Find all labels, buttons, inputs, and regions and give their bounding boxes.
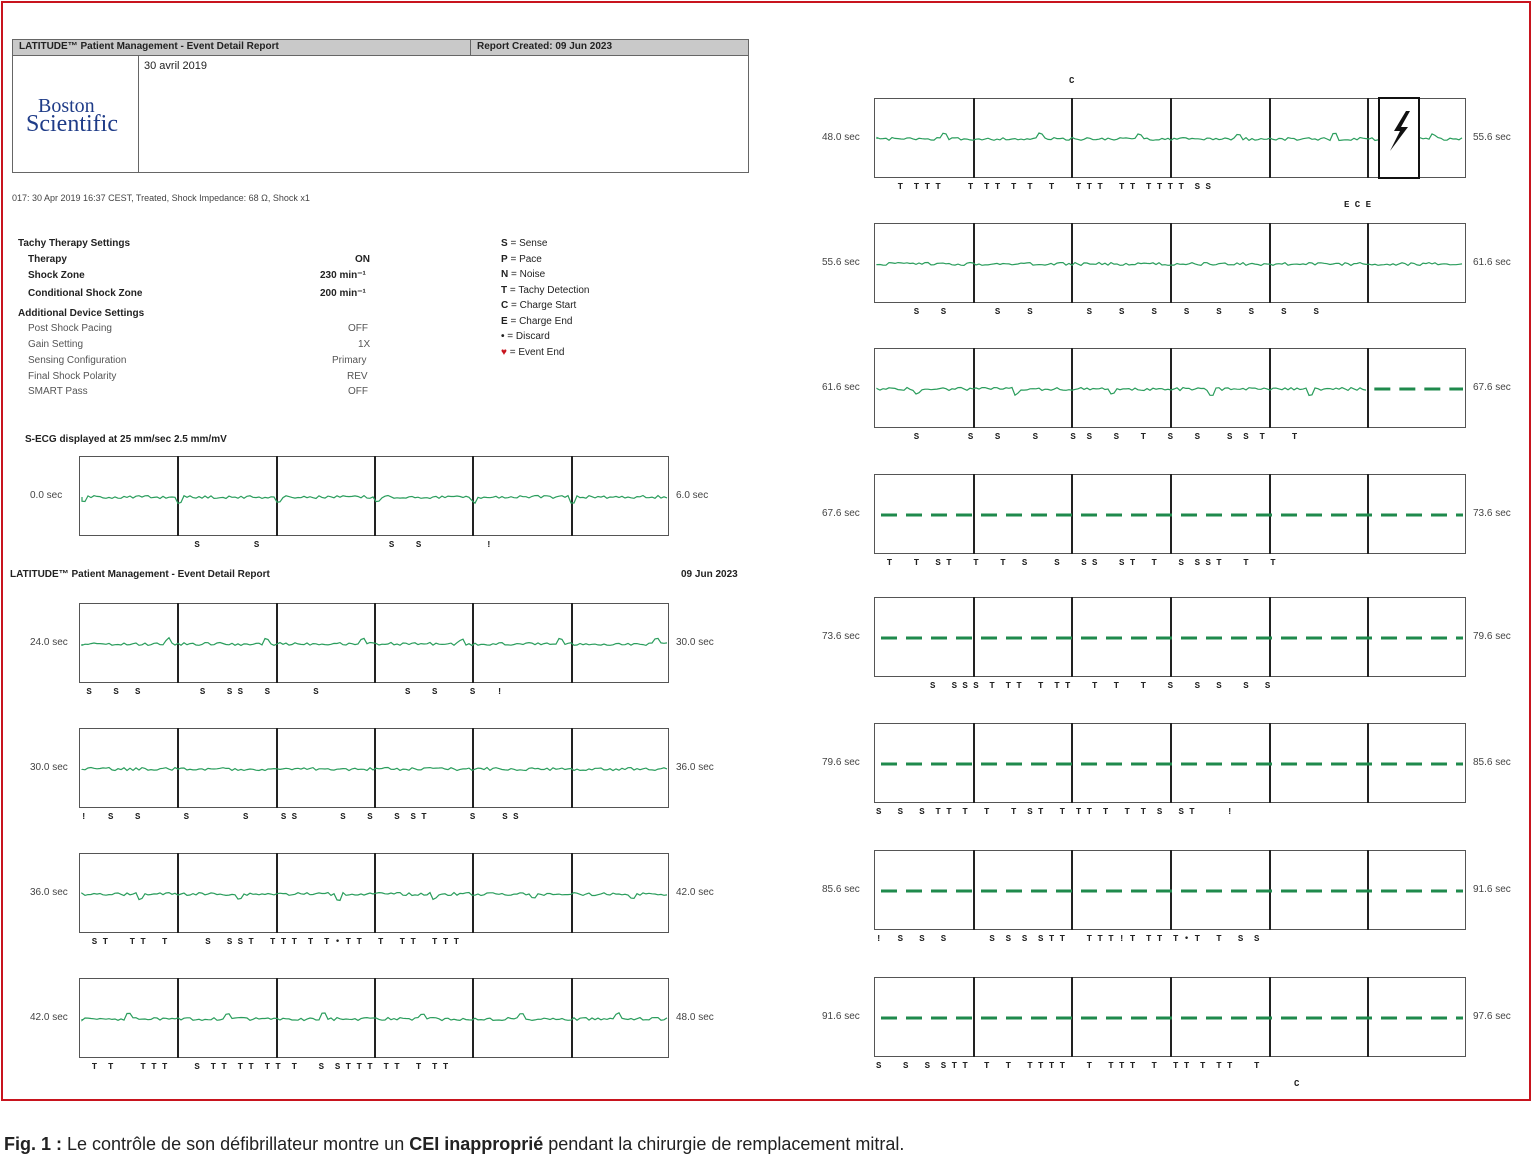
- legend-item: [501, 238, 547, 249]
- ecg-trace-svg: [875, 851, 1467, 931]
- legend-text: = Noise: [508, 269, 546, 280]
- ecg-strip: [874, 850, 1466, 930]
- second-page-title: LATITUDE™ Patient Management - Event Detail Report: [10, 569, 270, 580]
- shock-delivered-marker: [1378, 97, 1420, 179]
- additional-label: Gain Setting: [28, 339, 84, 350]
- strip-markers: ! S S S S S S S S S S T S S S: [81, 812, 519, 822]
- ecg-trace: [82, 496, 667, 504]
- strip-end-time: 36.0 sec: [676, 762, 714, 773]
- strip-start-time: 36.0 sec: [30, 887, 68, 898]
- figure-caption: [4, 1134, 904, 1155]
- ecg-trace-svg: [80, 457, 670, 537]
- ecg-trace-svg: [875, 598, 1467, 678]
- ecg-trace-svg: [875, 349, 1467, 429]
- tachy-label: Shock Zone: [28, 270, 85, 281]
- logo-line2: Scientific: [26, 111, 118, 137]
- legend-key: E: [501, 315, 508, 327]
- additional-label: Sensing Configuration: [28, 355, 127, 366]
- ecg-strip: [79, 603, 669, 683]
- strip-start-time: 73.6 sec: [822, 631, 860, 642]
- legend-text: = Discard: [504, 331, 550, 342]
- strip-start-time: 48.0 sec: [822, 132, 860, 143]
- additional-label: Post Shock Pacing: [28, 323, 112, 334]
- strip-end-time: 85.6 sec: [1473, 757, 1511, 768]
- strip-markers: S S S S T T T T T T T T T T T T T T T T T T T: [876, 1061, 1260, 1071]
- report-header-bar: [12, 39, 749, 56]
- ecg-strip: [79, 728, 669, 808]
- strip-start-time: 0.0 sec: [30, 490, 63, 501]
- second-page-date: 09 Jun 2023: [681, 569, 738, 580]
- strip-start-time: 67.6 sec: [822, 508, 860, 519]
- ecg-strip: [874, 348, 1466, 428]
- tachy-value: 230 min⁻¹: [320, 270, 366, 281]
- ecg-trace-svg: [80, 979, 670, 1059]
- lightning-bolt-shape: [1390, 111, 1410, 151]
- ecg-trace: [877, 388, 1366, 396]
- additional-value: OFF: [348, 386, 368, 397]
- tachy-value: 200 min⁻¹: [320, 288, 366, 299]
- legend-key: C: [501, 300, 509, 311]
- strip-end-time: 6.0 sec: [676, 490, 709, 501]
- ecg-trace-svg: [80, 729, 670, 809]
- ecg-trace: [82, 638, 667, 646]
- ecg-strip: [79, 853, 669, 933]
- strip-end-time: 30.0 sec: [676, 637, 714, 648]
- strip-end-time: 79.6 sec: [1473, 631, 1511, 642]
- strip-end-time: 67.6 sec: [1473, 382, 1511, 393]
- strip-start-time: 42.0 sec: [30, 1012, 68, 1023]
- legend-key: N: [501, 269, 509, 280]
- legend-key: ♥: [501, 346, 507, 358]
- report-title: LATITUDE™ Patient Management - Event Detail Report: [13, 40, 471, 55]
- tachy-label: Conditional Shock Zone: [28, 288, 143, 299]
- additional-value: 1X: [358, 339, 371, 350]
- legend-item: [501, 316, 572, 327]
- ecg-trace: [877, 263, 1462, 266]
- strip-markers: T T T T T T T T T T T T T T T T T T T S S: [876, 182, 1211, 192]
- ecg-trace: [82, 893, 667, 901]
- additional-label: Final Shock Polarity: [28, 371, 117, 382]
- legend-text: = Charge Start: [508, 300, 577, 311]
- caption-prefix: Fig. 1 :: [4, 1134, 62, 1154]
- additional-label: SMART Pass: [28, 386, 88, 397]
- ecg-strip: [79, 978, 669, 1058]
- tachy-heading: Tachy Therapy Settings: [18, 238, 131, 249]
- strip-top-marker: C: [1069, 76, 1075, 86]
- strip-extra-markers: E C E: [1344, 200, 1372, 210]
- strip-start-time: 91.6 sec: [822, 1011, 860, 1022]
- legend-text: = Sense: [507, 238, 548, 249]
- strip-end-time: 55.6 sec: [1473, 132, 1511, 143]
- legend-item: [501, 331, 550, 342]
- strip-extra-markers: C: [1294, 1079, 1300, 1089]
- strip-markers: S S S T T T T T S T T T T T T T S S T !: [876, 807, 1233, 817]
- strip-start-time: 55.6 sec: [822, 257, 860, 268]
- caption-text1: Le contrôle de son défibrillateur montre un: [62, 1134, 410, 1154]
- legend-text: = Charge End: [507, 315, 573, 327]
- caption-text2: pendant la chirurgie de remplacement mitral.: [543, 1134, 905, 1154]
- ecg-strip: [874, 723, 1466, 803]
- ecg-strip: [874, 98, 1466, 178]
- legend-text: = Pace: [507, 253, 542, 265]
- strip-start-time: 24.0 sec: [30, 637, 68, 648]
- ecg-trace-svg: [875, 224, 1467, 304]
- additional-value: OFF: [348, 323, 368, 334]
- strip-start-time: 30.0 sec: [30, 762, 68, 773]
- ecg-trace: [82, 1013, 667, 1021]
- strip-markers: S T T T T S S S T T T T T T • T T T T T T T T: [81, 937, 460, 947]
- ecg-trace-svg: [80, 854, 670, 934]
- ecg-strip: [874, 223, 1466, 303]
- legend-key: P: [501, 253, 508, 265]
- caption-emph: CEI inapproprié: [409, 1134, 544, 1154]
- strip-markers: S S S S S S S T S S S S T T: [876, 432, 1298, 442]
- legend-key: T: [501, 284, 508, 296]
- legend-item: [501, 347, 564, 358]
- lightning-bolt-icon: [1380, 99, 1418, 179]
- ecg-trace: [877, 133, 1462, 141]
- strip-end-time: 91.6 sec: [1473, 884, 1511, 895]
- ecg-trace-svg: [875, 978, 1467, 1058]
- header-date: 30 avril 2019: [144, 60, 207, 72]
- ecg-trace: [82, 768, 667, 771]
- strip-markers: T T T T T S T T T T T T T S S T T T T T T T T: [81, 1062, 449, 1072]
- strip-markers: S S S S T T T T T T T T T S S S S S: [876, 681, 1271, 691]
- strip-markers: ! S S S S S S S T T T T T ! T T T T • T T S S: [876, 934, 1260, 944]
- legend-text: = Tachy Detection: [507, 284, 590, 296]
- strip-markers: T T S T T T S S S S S T T S S S T T T: [876, 558, 1276, 568]
- ecg-trace-svg: [875, 475, 1467, 555]
- ecg-strip: [79, 456, 669, 536]
- ecg-strip: [874, 977, 1466, 1057]
- strip-end-time: 97.6 sec: [1473, 1011, 1511, 1022]
- additional-value: Primary: [332, 355, 367, 366]
- ecg-trace-svg: [875, 724, 1467, 804]
- additional-value: REV: [347, 371, 368, 382]
- event-line: 017: 30 Apr 2019 16:37 CEST, Treated, Shock Impedance: 68 Ω, Shock x1: [12, 193, 310, 203]
- tachy-label: Therapy: [28, 254, 67, 265]
- strip-start-time: 61.6 sec: [822, 382, 860, 393]
- legend-text: = Event End: [506, 346, 565, 358]
- legend-item: [501, 285, 589, 296]
- strip-markers: S S S S S S S S S S S !: [81, 687, 503, 697]
- ecg-strip: [874, 597, 1466, 677]
- strip-markers: S S S S S S S S S S S S: [876, 307, 1319, 317]
- strip-start-time: 79.6 sec: [822, 757, 860, 768]
- legend-item: [501, 269, 545, 280]
- logo-line1: Boston: [38, 95, 95, 117]
- ecg-heading: S-ECG displayed at 25 mm/sec 2.5 mm/mV: [25, 434, 227, 445]
- strip-markers: S S S S !: [81, 540, 492, 550]
- ecg-strip: [874, 474, 1466, 554]
- tachy-value: ON: [355, 254, 370, 265]
- ecg-trace-svg: [80, 604, 670, 684]
- legend-item: [501, 300, 576, 311]
- strip-end-time: 73.6 sec: [1473, 508, 1511, 519]
- strip-end-time: 42.0 sec: [676, 887, 714, 898]
- report-created: Report Created: 09 Jun 2023: [477, 41, 613, 52]
- strip-start-time: 85.6 sec: [822, 884, 860, 895]
- legend-item: [501, 254, 542, 265]
- legend-key: S: [501, 238, 508, 249]
- strip-end-time: 61.6 sec: [1473, 257, 1511, 268]
- strip-end-time: 48.0 sec: [676, 1012, 714, 1023]
- additional-heading: Additional Device Settings: [18, 308, 145, 319]
- legend-key: •: [501, 331, 505, 342]
